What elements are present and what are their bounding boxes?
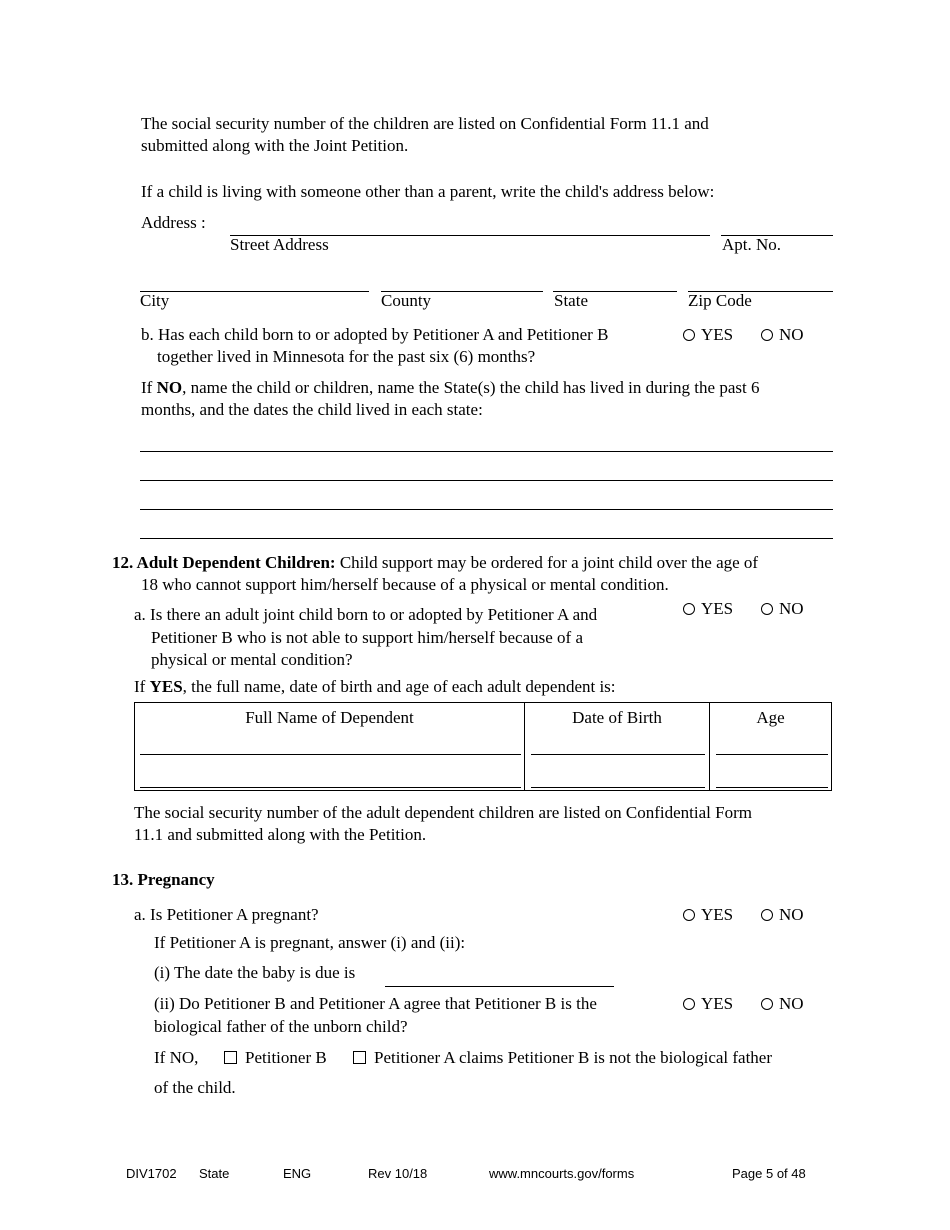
yes-label: YES [701, 599, 734, 618]
radio-icon[interactable] [683, 329, 695, 341]
checkbox-icon[interactable] [224, 1051, 237, 1064]
city-label: City [140, 291, 170, 310]
due-date-text: (i) The date the baby is due is [154, 963, 356, 982]
radio-icon[interactable] [761, 603, 773, 615]
age-field[interactable] [716, 754, 828, 755]
footer-revision: Rev 10/18 [368, 1166, 428, 1181]
date-of-birth-field[interactable] [531, 787, 705, 788]
address-instruction: If a child is living with someone other than a parent, write the child's address below: [141, 182, 715, 201]
no-label: NO [779, 994, 804, 1013]
q13-ii-line2: biological father of the unborn child? [154, 1017, 408, 1036]
q12a-no-option[interactable] [761, 598, 804, 620]
radio-icon[interactable] [761, 329, 773, 341]
full-name-field[interactable] [140, 787, 521, 788]
q12-if-yes-text: If YES, the full name, date of birth and age of each adult dependent is: [134, 677, 616, 696]
dependents-table [134, 702, 832, 791]
answer-line[interactable] [140, 538, 833, 539]
radio-icon[interactable] [683, 603, 695, 615]
petitioner-b-checkbox-option[interactable] [224, 1047, 327, 1069]
q12a-text-line1: a. Is there an adult joint child born to or adopted by Petitioner A and [134, 605, 598, 624]
yes-label: YES [701, 325, 734, 344]
q11b-text-line1: b. Has each child born to or adopted by Petitioner A and Petitioner B [141, 325, 609, 344]
petitioner-a-claims-label: Petitioner A claims Petitioner B is not the biological father [374, 1048, 773, 1067]
intro-text-line2: submitted along with the Joint Petition. [141, 136, 409, 155]
street-address-label: Street Address [230, 235, 329, 254]
radio-icon[interactable] [761, 998, 773, 1010]
q12a-yes-option[interactable] [683, 598, 733, 620]
if-pregnant-text: If Petitioner A is pregnant, answer (i) and (ii): [154, 933, 466, 952]
answer-line[interactable] [140, 509, 833, 510]
radio-icon[interactable] [683, 909, 695, 921]
yes-label: YES [701, 905, 734, 924]
q13a-no-option[interactable] [761, 904, 804, 926]
q11b-yes-option[interactable] [683, 324, 733, 346]
section-12-heading: 12. Adult Dependent Children: Child support may be ordered for a joint child over the age of [112, 553, 759, 572]
q13-ii-no-option[interactable] [761, 993, 804, 1015]
footer-page-number: Page 5 of 48 [732, 1166, 806, 1181]
footer-language: ENG [283, 1166, 312, 1181]
state-label: State [554, 291, 588, 310]
s12-note-line1: The social security number of the adult dependent children are listed on Confidential Form [134, 803, 752, 822]
radio-icon[interactable] [683, 998, 695, 1010]
s12-note-line2: 11.1 and submitted along with the Petition. [134, 825, 427, 844]
date-of-birth-field[interactable] [531, 754, 705, 755]
q11b-if-no-text-line2: months, and the dates the child lived in each state: [141, 400, 483, 419]
q12a-text-line2: Petitioner B who is not able to support him/herself because of a [151, 628, 583, 647]
q13a-text: a. Is Petitioner A pregnant? [134, 905, 319, 924]
q13-ii-line1: (ii) Do Petitioner B and Petitioner A agree that Petitioner B is the [154, 994, 597, 1013]
q11b-no-option[interactable] [761, 324, 804, 346]
no-label: NO [779, 325, 804, 344]
header-full-name: Full Name of Dependent [245, 708, 414, 727]
footer-form-id: DIV1702 [126, 1166, 177, 1181]
no-label: NO [779, 905, 804, 924]
no-label: NO [779, 599, 804, 618]
address-label: Address : [141, 213, 206, 232]
q11b-if-no-text: If NO, name the child or children, name the State(s) the child has lived in during the past 6 [141, 378, 760, 397]
checkbox-icon[interactable] [353, 1051, 366, 1064]
petitioner-a-claims-checkbox-option[interactable] [353, 1047, 772, 1069]
radio-icon[interactable] [761, 909, 773, 921]
zip-code-label: Zip Code [688, 291, 752, 310]
footer-jurisdiction: State [199, 1166, 230, 1181]
header-date-of-birth: Date of Birth [572, 708, 662, 727]
intro-text-line1: The social security number of the children are listed on Confidential Form 11.1 and [141, 114, 709, 133]
city-field[interactable] [140, 291, 369, 292]
header-age: Age [756, 708, 785, 727]
yes-label: YES [701, 994, 734, 1013]
section-13-heading: 13. Pregnancy [112, 870, 215, 889]
petitioner-b-label: Petitioner B [245, 1048, 327, 1067]
q13-ii-yes-option[interactable] [683, 993, 733, 1015]
full-name-field[interactable] [140, 754, 521, 755]
q11b-text-line2: together lived in Minnesota for the past six (6) months? [157, 347, 536, 366]
county-label: County [381, 291, 432, 310]
apt-no-label: Apt. No. [722, 235, 782, 254]
of-the-child-text: of the child. [154, 1078, 236, 1097]
if-no-label: If NO, [154, 1048, 199, 1067]
age-field[interactable] [716, 787, 828, 788]
answer-line[interactable] [140, 480, 833, 481]
due-date-field[interactable] [385, 986, 614, 987]
section-12-text-line2: 18 who cannot support him/herself because of a physical or mental condition. [141, 575, 669, 594]
footer-url[interactable]: www.mncourts.gov/forms [489, 1166, 635, 1181]
q13a-yes-option[interactable] [683, 904, 733, 926]
q12a-text-line3: physical or mental condition? [151, 650, 353, 669]
answer-line[interactable] [140, 451, 833, 452]
